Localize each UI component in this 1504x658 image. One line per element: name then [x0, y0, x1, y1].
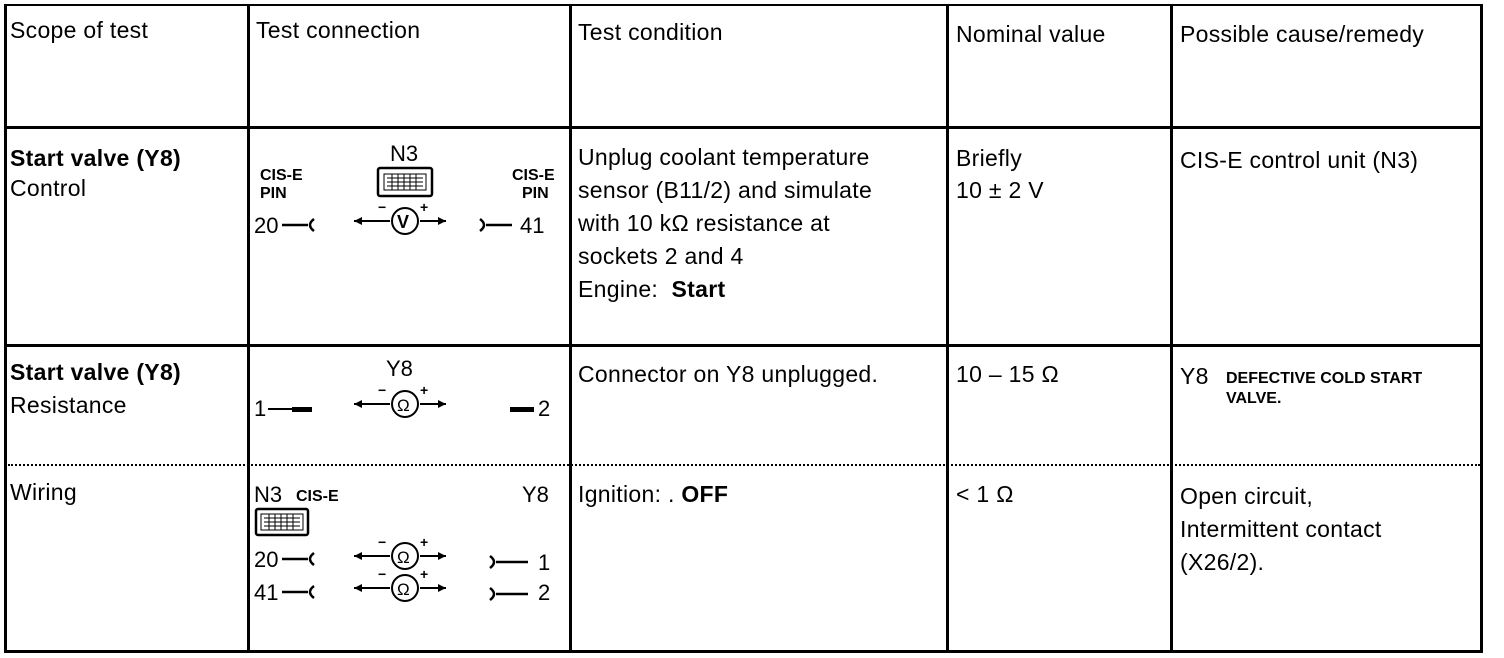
- right-connector-icon: [490, 556, 528, 568]
- row1-right-pin: 41: [520, 213, 545, 238]
- row2-scope-sub: Resistance: [10, 392, 127, 418]
- row3-right-component: Y8: [522, 482, 549, 507]
- row1-condition-line-2: sensor (B11/2) and simulate: [578, 177, 873, 203]
- control-unit-icon: [256, 509, 308, 535]
- row1-cause-line-1: CIS-E control unit (N3): [1180, 147, 1419, 173]
- row1-test-connection-diagram: [250, 135, 568, 255]
- row3-pair1-meter: Ω: [397, 548, 410, 567]
- row3-cause-line-3: (X26/2).: [1180, 549, 1265, 575]
- row1-condition-line-4: sockets 2 and 4: [578, 243, 744, 269]
- header-row-divider: [4, 126, 1482, 129]
- row3-scope-sub: Wiring: [10, 479, 77, 505]
- svg-text:−: −: [378, 534, 387, 550]
- row2-left-pin: 1: [254, 396, 267, 421]
- svg-text:+: +: [420, 534, 429, 550]
- row2-meter-symbol: Ω: [397, 396, 410, 415]
- row1-engine-label: Engine:: [578, 276, 659, 302]
- column-divider-4: [1170, 4, 1173, 653]
- row1-scope-sub: Control: [10, 175, 87, 201]
- row1-condition-line-1: Unplug coolant temperature: [578, 144, 870, 170]
- row1-meter-symbol: V: [397, 212, 410, 232]
- svg-text:+: +: [420, 566, 429, 582]
- header-condition: Test condition: [578, 19, 723, 45]
- row3-pair2-right-pin: 2: [538, 580, 551, 605]
- row1-left-pin: 20: [254, 213, 279, 238]
- right-connector-icon: [490, 588, 528, 600]
- svg-text:+: +: [420, 382, 429, 398]
- row3-condition: Ignition: . OFF: [578, 481, 729, 507]
- row2-right-pin: 2: [538, 396, 551, 421]
- row1-left-label-1: CIS-E: [260, 167, 303, 184]
- row-divider-dotted: [8, 464, 1480, 466]
- header-cause: Possible cause/remedy: [1180, 21, 1425, 47]
- row3-pair1-left-pin: 20: [254, 547, 279, 572]
- row1-engine-value: Start: [671, 276, 726, 302]
- row2-test-connection-diagram: [250, 352, 568, 432]
- row1-left-label-2: PIN: [260, 185, 287, 202]
- row-divider-1: [4, 344, 1482, 347]
- row1-condition-engine: [578, 273, 725, 306]
- left-connector-icon: [282, 586, 314, 598]
- row2-cause-bold-line-1: DEFECTIVE COLD START: [1226, 370, 1423, 387]
- row1-right-label-2: PIN: [522, 185, 549, 202]
- row3-nominal-line-1: < 1 Ω: [956, 481, 1014, 507]
- ohmmeter-icon: [354, 382, 446, 417]
- row1-condition-line-3: with 10 kΩ resistance at: [578, 210, 830, 236]
- row3-pair2-meter: Ω: [397, 580, 410, 599]
- row3-ignition-label: Ignition:: [578, 481, 662, 507]
- row1-scope-title: Start valve (Y8): [10, 145, 181, 171]
- svg-text:−: −: [378, 199, 387, 215]
- row3-ignition-value: OFF: [681, 481, 729, 507]
- column-divider-3: [946, 4, 949, 653]
- svg-text:−: −: [378, 382, 387, 398]
- row3-left-component: N3: [254, 482, 283, 507]
- ohmmeter-icon: [354, 534, 446, 569]
- header-scope: Scope of test: [10, 17, 149, 43]
- row2-scope-title: Start valve (Y8): [10, 359, 181, 385]
- row1-component-label: N3: [390, 141, 419, 166]
- row3-cause-line-1: Open circuit,: [1180, 483, 1314, 509]
- row3-left-component-tag: CIS-E: [296, 488, 339, 505]
- row2-cause-prefix: Y8: [1180, 363, 1209, 389]
- row1-right-label-1: CIS-E: [512, 167, 555, 184]
- left-connector-icon: [282, 553, 314, 565]
- ohmmeter-icon: [354, 566, 446, 601]
- voltmeter-icon: [354, 199, 446, 234]
- row3-test-connection-diagram: [250, 476, 568, 616]
- svg-text:+: +: [420, 199, 429, 215]
- svg-text:−: −: [378, 566, 387, 582]
- row3-pair1-right-pin: 1: [538, 550, 551, 575]
- row2-nominal-line-1: 10 – 15 Ω: [956, 361, 1060, 387]
- column-divider-2: [569, 4, 572, 653]
- row3-pair2-left-pin: 41: [254, 580, 279, 605]
- row1-nominal-line-1: Briefly: [956, 145, 1023, 171]
- header-nominal: Nominal value: [956, 21, 1106, 47]
- row1-nominal-line-2: 10 ± 2 V: [956, 177, 1044, 203]
- header-connection: Test connection: [256, 17, 421, 43]
- row2-condition-line-1: Connector on Y8 unplugged.: [578, 361, 879, 387]
- table-border-left: [4, 4, 7, 653]
- table-border-right: [1480, 4, 1483, 653]
- row2-component-label: Y8: [386, 356, 413, 381]
- row3-cause-line-2: Intermittent contact: [1180, 516, 1382, 542]
- right-terminal-icon: [510, 407, 534, 412]
- table-border-top: [4, 4, 1482, 6]
- row2-cause-bold-line-2: VALVE.: [1226, 390, 1282, 407]
- table-border-bottom: [4, 650, 1482, 653]
- right-connector-icon: [480, 219, 512, 231]
- control-unit-icon: [378, 168, 432, 196]
- left-connector-icon: [282, 219, 314, 231]
